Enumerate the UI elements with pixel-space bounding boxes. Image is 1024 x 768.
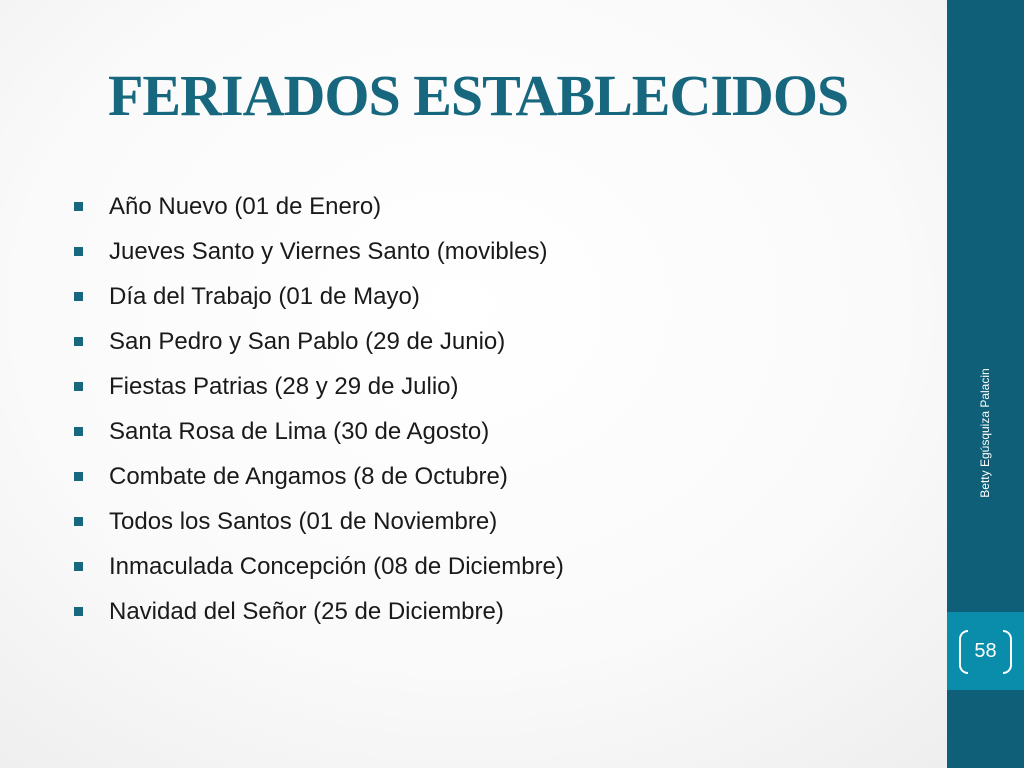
list-item xyxy=(74,544,564,589)
list-item xyxy=(74,274,564,319)
square-bullet-icon xyxy=(74,292,83,301)
list-item-text: Navidad del Señor (25 de Diciembre) xyxy=(109,597,504,625)
square-bullet-icon xyxy=(74,427,83,436)
list-item-text: Día del Trabajo (01 de Mayo) xyxy=(109,282,420,310)
list-item xyxy=(74,229,564,274)
square-bullet-icon xyxy=(74,337,83,346)
list-item xyxy=(74,364,564,409)
list-item xyxy=(74,409,564,454)
list-item xyxy=(74,499,564,544)
list-item-text: Santa Rosa de Lima (30 de Agosto) xyxy=(109,417,490,445)
page-number-box xyxy=(947,612,1024,690)
holiday-list xyxy=(74,184,564,634)
list-item-text: Jueves Santo y Viernes Santo (movibles) xyxy=(109,237,548,265)
square-bullet-icon xyxy=(74,472,83,481)
square-bullet-icon xyxy=(74,382,83,391)
bracket-right-icon xyxy=(1003,630,1012,674)
page-number: 58 xyxy=(974,640,997,662)
square-bullet-icon xyxy=(74,607,83,616)
list-item-text: Año Nuevo (01 de Enero) xyxy=(109,192,382,220)
list-item-text: Todos los Santos (01 de Noviembre) xyxy=(109,507,498,535)
list-item-text: San Pedro y San Pablo (29 de Junio) xyxy=(109,327,506,355)
list-item xyxy=(74,454,564,499)
square-bullet-icon xyxy=(74,202,83,211)
slide-title: FERIADOS ESTABLECIDOS xyxy=(108,63,849,128)
list-item xyxy=(74,319,564,364)
list-item xyxy=(74,589,564,634)
list-item xyxy=(74,184,564,229)
author-label: Betty Egúsquiza Palacin xyxy=(978,368,992,498)
square-bullet-icon xyxy=(74,562,83,571)
square-bullet-icon xyxy=(74,247,83,256)
list-item-text: Combate de Angamos (8 de Octubre) xyxy=(109,462,508,490)
square-bullet-icon xyxy=(74,517,83,526)
list-item-text: Fiestas Patrias (28 y 29 de Julio) xyxy=(109,372,459,400)
list-item-text: Inmaculada Concepción (08 de Diciembre) xyxy=(109,552,564,580)
